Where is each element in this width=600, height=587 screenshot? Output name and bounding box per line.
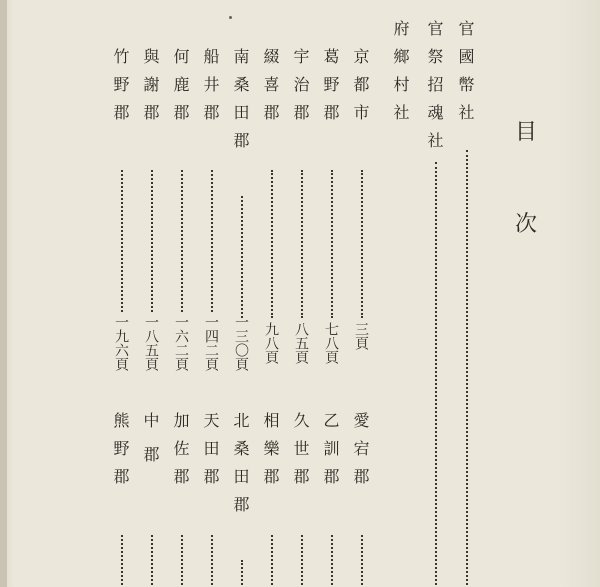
paper-speck xyxy=(229,16,232,19)
leader-dots xyxy=(301,170,303,318)
leader-dots xyxy=(331,535,333,585)
leader-dots xyxy=(151,535,153,585)
leader-dots xyxy=(271,170,273,318)
leader-dots xyxy=(361,535,363,585)
toc-entry-name: 與謝郡 xyxy=(141,48,160,132)
leader-dots xyxy=(271,535,273,585)
toc-entry-name: 竹野郡 xyxy=(111,48,130,132)
toc-entry-name: 中郡 xyxy=(141,412,160,480)
leader-dots xyxy=(211,535,213,585)
leader-dots xyxy=(241,196,243,318)
leader-dots xyxy=(151,170,153,312)
toc-entry-name: 愛宕郡 xyxy=(351,412,370,496)
leader-dots xyxy=(181,170,183,312)
section-government-shrines: 官祭招魂社 xyxy=(425,20,444,160)
toc-entry-name: 船井郡 xyxy=(201,48,220,132)
leader-dots xyxy=(241,560,243,585)
toc-entry-name: 相樂郡 xyxy=(261,412,280,496)
toc-title-char-1: 目 xyxy=(515,120,538,145)
toc-entry-page: 一四二頁 xyxy=(203,315,219,371)
page-edge-shadow xyxy=(0,0,7,587)
toc-entry-name: 北桑田郡 xyxy=(231,412,250,524)
leader-dots xyxy=(181,535,183,585)
toc-entry-name: 宇治郡 xyxy=(291,48,310,132)
leader-dots xyxy=(361,170,363,318)
leader-dots xyxy=(301,535,303,585)
toc-entry-page: 八五頁 xyxy=(293,322,309,364)
section-national-shrines: 官國幣社 xyxy=(456,20,475,132)
toc-entry-name: 熊野郡 xyxy=(111,412,130,496)
leader-dots xyxy=(121,170,123,312)
toc-entry-name: 南桑田郡 xyxy=(231,48,250,160)
section-prefectural-shrines: 府鄉村社 xyxy=(391,20,410,132)
toc-entry-name: 綴喜郡 xyxy=(261,48,280,132)
toc-entry-page: 七八頁 xyxy=(323,322,339,364)
leader-dots xyxy=(435,162,437,585)
toc-title-char-2: 次 xyxy=(515,212,538,237)
toc-entry-name: 乙訓郡 xyxy=(321,412,340,496)
leader-dots xyxy=(331,170,333,318)
toc-entry-name: 京都市 xyxy=(351,48,370,132)
leader-dots xyxy=(121,535,123,585)
toc-entry-name: 葛野郡 xyxy=(321,48,340,132)
toc-entry-page: 一八五頁 xyxy=(143,315,159,371)
leader-dots xyxy=(466,150,468,585)
toc-entry-name: 久世郡 xyxy=(291,412,310,496)
toc-entry-page: 一六二頁 xyxy=(173,315,189,371)
toc-entry-page: 九八頁 xyxy=(263,322,279,364)
toc-entry-page: 一九六頁 xyxy=(113,315,129,371)
toc-entry-page: 三頁 xyxy=(353,322,369,350)
leader-dots xyxy=(211,170,213,312)
toc-entry-page: 一三〇頁 xyxy=(233,315,249,371)
toc-entry-name: 何鹿郡 xyxy=(171,48,190,132)
toc-entry-name: 加佐郡 xyxy=(171,412,190,496)
toc-entry-name: 天田郡 xyxy=(201,412,220,496)
